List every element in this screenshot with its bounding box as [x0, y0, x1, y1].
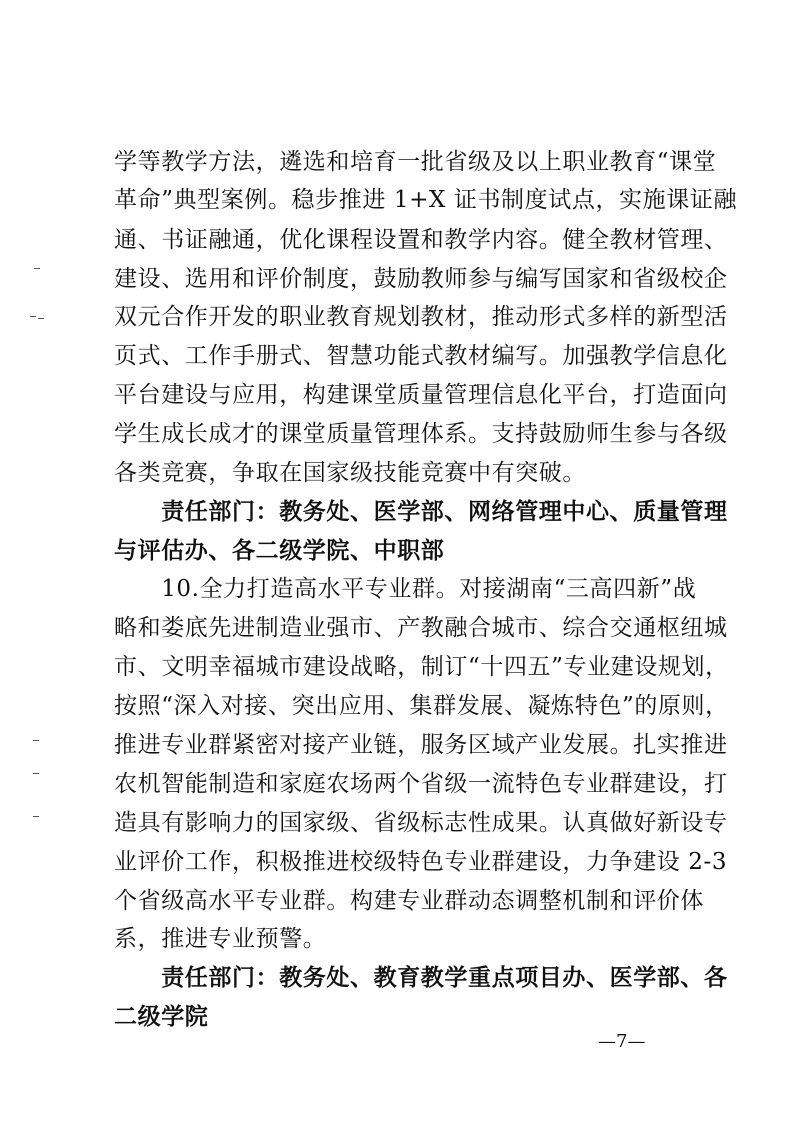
body-line: 造具有影响力的国家级、省级标志性成果。认真做好新设专	[114, 810, 728, 836]
responsible-departments-line: 与评估办、各二级学院、中职部	[114, 537, 445, 564]
body-line: 业评价工作，积极推进校级特色专业群建设，力争建设 2-3	[114, 849, 728, 875]
body-line: 略和娄底先进制造业强市、产教融合城市、综合交通枢纽城	[114, 615, 728, 641]
scan-mark	[33, 816, 39, 817]
body-line: 建设、选用和评价制度，鼓励教师参与编写国家和省级校企	[114, 266, 728, 292]
body-line: 学生成长成才的课堂质量管理体系。支持鼓励师生参与各级	[114, 421, 728, 447]
scan-mark	[38, 318, 44, 319]
scan-mark	[30, 316, 36, 317]
body-line: 农机智能制造和家庭农场两个省级一流特色专业群建设，打	[114, 771, 728, 797]
responsible-departments-line: 二级学院	[114, 1003, 209, 1030]
body-line: 个省级高水平专业群。构建专业群动态调整机制和评价体	[114, 888, 704, 914]
body-line: 10.全力打造高水平专业群。对接湖南“三高四新”战	[114, 576, 697, 602]
body-line: 平台建设与应用，构建课堂质量管理信息化平台，打造面向	[114, 382, 728, 408]
scan-mark	[34, 268, 40, 269]
scan-mark	[33, 773, 39, 774]
body-line: 页式、工作手册式、智慧功能式教材编写。加强教学信息化	[114, 343, 728, 369]
page-number: —7—	[598, 1031, 646, 1052]
body-line: 系，推进专业预警。	[114, 926, 327, 952]
body-line: 市、文明幸福城市建设战略，制订“十四五”专业建设规划，	[114, 654, 729, 680]
body-line: 通、书证融通，优化课程设置和教学内容。健全教材管理、	[114, 227, 728, 253]
responsible-departments-line: 责任部门：教务处、教育教学重点项目办、医学部、各	[114, 964, 728, 991]
responsible-departments-line: 责任部门：教务处、医学部、网络管理中心、质量管理	[114, 498, 728, 525]
body-line: 按照“深入对接、突出应用、集群发展、凝炼特色”的原则，	[114, 693, 729, 719]
scan-mark	[33, 740, 39, 741]
body-line: 推进专业群紧密对接产业链，服务区域产业发展。扎实推进	[114, 732, 728, 758]
body-line: 学等教学方法，遴选和培育一批省级及以上职业教育“课堂	[114, 149, 717, 175]
body-line: 革命”典型案例。稳步推进 1+X 证书制度试点，实施课证融	[114, 187, 738, 213]
body-line: 双元合作开发的职业教育规划教材，推动形式多样的新型活	[114, 304, 728, 330]
body-line: 各类竞赛，争取在国家级技能竞赛中有突破。	[114, 460, 586, 486]
